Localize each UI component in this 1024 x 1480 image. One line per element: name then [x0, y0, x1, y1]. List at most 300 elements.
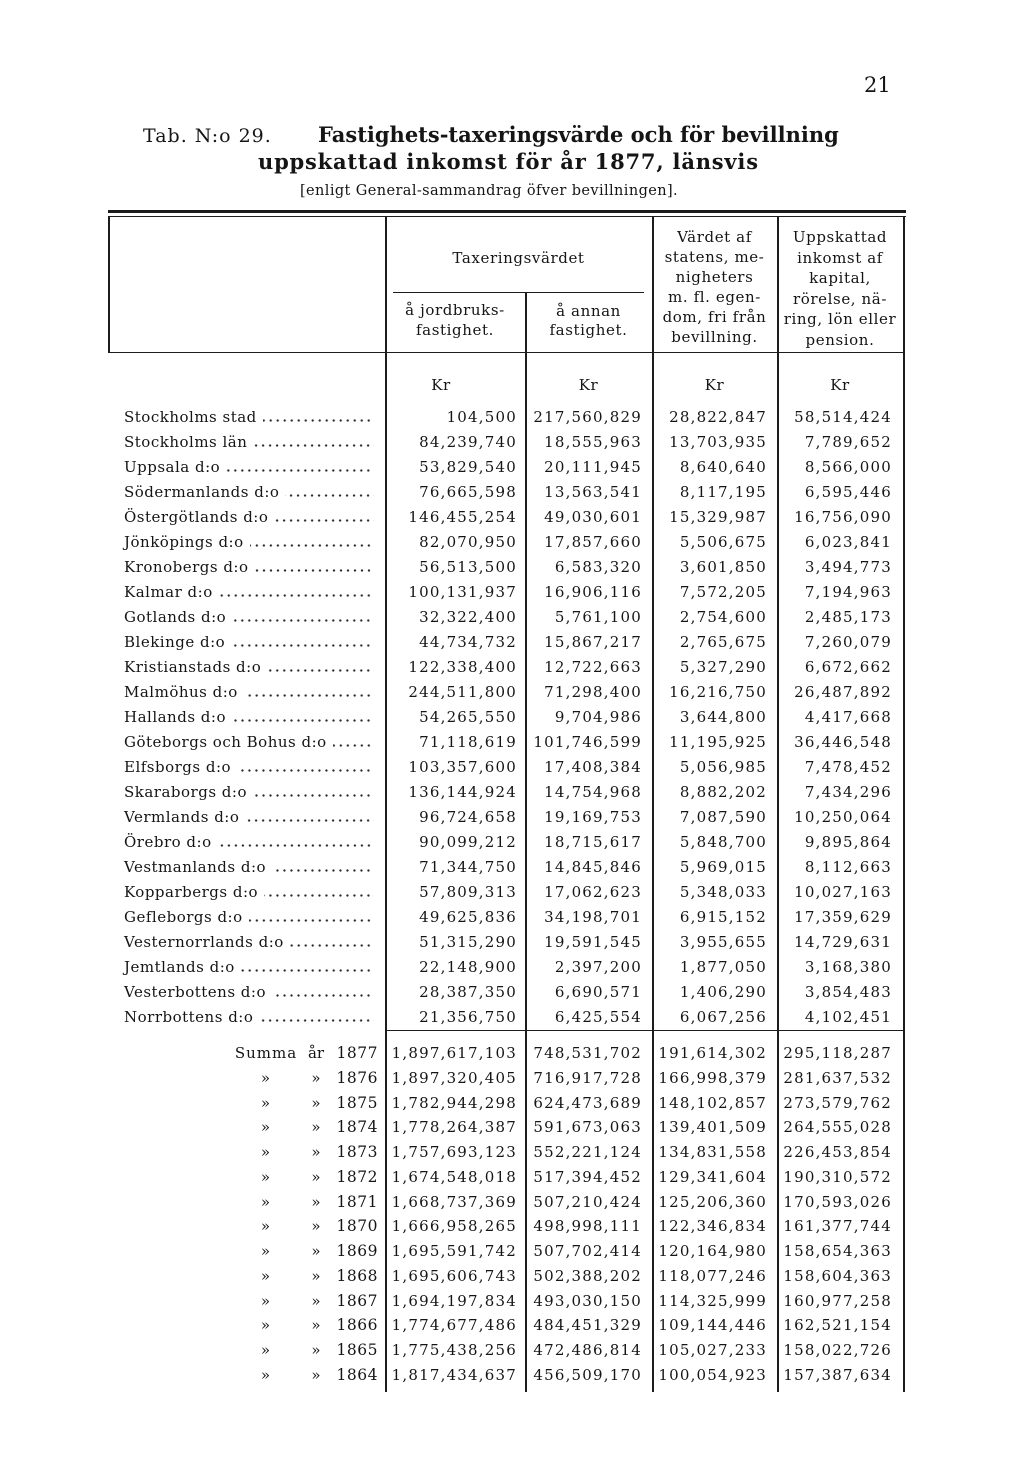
- value-uppskattad-inkomst: 4,102,451: [804, 1008, 892, 1026]
- county-name: Göteborgs och Bohus d:o: [124, 733, 327, 751]
- value-annan-fastighet: 17,857,660: [544, 533, 642, 551]
- value-annan-fastighet: 552,221,124: [533, 1143, 642, 1162]
- county-name: Vesternorrlands d:o: [124, 933, 284, 951]
- value-jordbruksfastighet: 44,734,732: [419, 633, 517, 651]
- value-jordbruksfastighet: 82,070,950: [419, 533, 517, 551]
- header-line: fastighet.: [549, 321, 628, 339]
- header-line: pension.: [805, 330, 875, 349]
- row-label-cell: [124, 405, 376, 430]
- value-annan-fastighet: 2,397,200: [554, 958, 642, 976]
- value-statens-egendom: 13,703,935: [669, 433, 767, 451]
- county-name: Stockholms stad: [124, 408, 257, 426]
- title-line-2: uppskattad inkomst för år 1877, länsvis: [258, 149, 759, 174]
- value-uppskattad-inkomst: 226,453,854: [783, 1143, 892, 1162]
- ditto-mark: »: [260, 1266, 272, 1285]
- value-annan-fastighet: 71,298,400: [544, 683, 642, 701]
- row-label-cell: [124, 880, 376, 905]
- table-row: [0, 655, 1024, 680]
- row-label-cell: [124, 1005, 376, 1030]
- ditto-mark: »: [311, 1192, 321, 1211]
- value-annan-fastighet: 493,030,150: [533, 1291, 642, 1310]
- row-label-cell: [124, 930, 376, 955]
- summary-year: 1867: [336, 1291, 378, 1310]
- value-jordbruksfastighet: 57,809,313: [419, 883, 517, 901]
- ditto-mark: »: [260, 1192, 272, 1211]
- county-name: Skaraborgs d:o: [124, 783, 247, 801]
- county-name: Örebro d:o: [124, 833, 212, 851]
- county-name: Kalmar d:o: [124, 583, 213, 601]
- summary-year: 1875: [336, 1093, 378, 1112]
- value-annan-fastighet: 49,030,601: [544, 508, 642, 526]
- header-jordbruksfastighet: [385, 300, 525, 340]
- summary-row: [0, 1264, 1024, 1289]
- value-statens-egendom: 118,077,246: [658, 1266, 767, 1285]
- dot-leader: [272, 994, 374, 997]
- value-jordbruksfastighet: 22,148,900: [419, 958, 517, 976]
- value-jordbruksfastighet: 103,357,600: [408, 758, 517, 776]
- value-statens-egendom: 1,406,290: [679, 983, 767, 1001]
- value-jordbruksfastighet: 1,695,591,742: [391, 1242, 517, 1261]
- ditto-mark: »: [260, 1093, 272, 1112]
- value-annan-fastighet: 13,563,541: [544, 483, 642, 501]
- row-label-cell: [124, 680, 376, 705]
- ditto-mark: »: [260, 1291, 272, 1310]
- dot-leader: [244, 694, 374, 697]
- county-name: Kopparbergs d:o: [124, 883, 259, 901]
- value-statens-egendom: 11,195,925: [669, 733, 767, 751]
- value-uppskattad-inkomst: 7,478,452: [804, 758, 892, 776]
- header-annan-fastighet: [525, 302, 652, 340]
- header-line: kapital,: [809, 269, 871, 288]
- value-uppskattad-inkomst: 264,555,028: [783, 1118, 892, 1137]
- value-uppskattad-inkomst: 14,729,631: [794, 933, 892, 951]
- summary-year: 1874: [336, 1118, 378, 1137]
- summary-year: 1872: [336, 1167, 378, 1186]
- value-annan-fastighet: 5,761,100: [554, 608, 642, 626]
- value-jordbruksfastighet: 96,724,658: [419, 808, 517, 826]
- dot-leader: [253, 444, 374, 447]
- value-statens-egendom: 3,601,850: [679, 558, 767, 576]
- value-jordbruksfastighet: 1,674,548,018: [391, 1167, 517, 1186]
- row-label-cell: [124, 655, 376, 680]
- dot-leader: [250, 544, 374, 547]
- dot-leader: [219, 594, 374, 597]
- double-rule-thin: [108, 216, 906, 217]
- value-annan-fastighet: 17,408,384: [544, 758, 642, 776]
- value-uppskattad-inkomst: 3,494,773: [804, 558, 892, 576]
- value-annan-fastighet: 17,062,623: [544, 883, 642, 901]
- value-jordbruksfastighet: 1,782,944,298: [391, 1093, 517, 1112]
- ditto-mark: »: [311, 1093, 321, 1112]
- value-statens-egendom: 6,067,256: [679, 1008, 767, 1026]
- value-annan-fastighet: 20,111,945: [544, 458, 642, 476]
- value-uppskattad-inkomst: 6,595,446: [804, 483, 892, 501]
- summary-year: 1865: [336, 1341, 378, 1360]
- value-statens-egendom: 125,206,360: [658, 1192, 767, 1211]
- value-annan-fastighet: 498,998,111: [533, 1217, 642, 1236]
- page-number: 21: [864, 73, 891, 97]
- value-statens-egendom: 7,572,205: [679, 583, 767, 601]
- value-statens-egendom: 2,765,675: [679, 633, 767, 651]
- value-jordbruksfastighet: 71,118,619: [419, 733, 517, 751]
- subtitle: [enligt General-sammandrag öfver bevillningen].: [300, 183, 679, 199]
- value-annan-fastighet: 9,704,986: [554, 708, 642, 726]
- summary-year: 1873: [336, 1143, 378, 1162]
- county-name: Jönköpings d:o: [124, 533, 244, 551]
- dot-leader: [263, 419, 374, 422]
- table-row: [0, 580, 1024, 605]
- value-jordbruksfastighet: 56,513,500: [419, 558, 517, 576]
- value-jordbruksfastighet: 1,695,606,743: [391, 1266, 517, 1285]
- table-row: [0, 805, 1024, 830]
- table-row: [0, 555, 1024, 580]
- value-uppskattad-inkomst: 3,168,380: [804, 958, 892, 976]
- summary-year: 1869: [336, 1242, 378, 1261]
- value-annan-fastighet: 507,210,424: [533, 1192, 642, 1211]
- value-uppskattad-inkomst: 162,521,154: [783, 1316, 892, 1335]
- value-uppskattad-inkomst: 9,895,864: [804, 833, 892, 851]
- value-uppskattad-inkomst: 3,854,483: [804, 983, 892, 1001]
- ditto-mark: »: [311, 1143, 321, 1162]
- value-jordbruksfastighet: 76,665,598: [419, 483, 517, 501]
- value-uppskattad-inkomst: 58,514,424: [794, 408, 892, 426]
- unit-label: Kr: [704, 376, 725, 394]
- ditto-mark: »: [311, 1291, 321, 1310]
- ditto-mark: »: [311, 1316, 321, 1335]
- table-row: [0, 530, 1024, 555]
- value-uppskattad-inkomst: 7,260,079: [804, 633, 892, 651]
- county-name: Malmöhus d:o: [124, 683, 238, 701]
- value-annan-fastighet: 507,702,414: [533, 1242, 642, 1261]
- table-row: [0, 955, 1024, 980]
- value-jordbruksfastighet: 90,099,212: [419, 833, 517, 851]
- row-label-cell: [124, 555, 376, 580]
- value-uppskattad-inkomst: 36,446,548: [794, 733, 892, 751]
- ditto-mark: »: [311, 1068, 321, 1087]
- row-label-cell: [124, 530, 376, 555]
- value-uppskattad-inkomst: 16,756,090: [794, 508, 892, 526]
- value-annan-fastighet: 502,388,202: [533, 1266, 642, 1285]
- dot-leader: [237, 769, 374, 772]
- dot-leader: [245, 819, 374, 822]
- row-label-cell: [124, 480, 376, 505]
- dot-leader: [232, 619, 374, 622]
- value-annan-fastighet: 624,473,689: [533, 1093, 642, 1112]
- summary-row: [0, 1190, 1024, 1215]
- ditto-mark: »: [260, 1242, 272, 1261]
- row-label-cell: [124, 955, 376, 980]
- dot-leader: [249, 919, 374, 922]
- table-row: [0, 505, 1024, 530]
- value-statens-egendom: 5,506,675: [679, 533, 767, 551]
- header-taxeringsvardet: Taxeringsvärdet: [452, 249, 585, 267]
- row-label-cell: [124, 430, 376, 455]
- header-line: inkomst af: [797, 248, 883, 267]
- table-row: [0, 930, 1024, 955]
- county-name: Vestmanlands d:o: [124, 858, 267, 876]
- header-bottom-rule: [108, 352, 904, 353]
- value-statens-egendom: 6,915,152: [679, 908, 767, 926]
- summary-row: [0, 1363, 1024, 1388]
- table-row: [0, 830, 1024, 855]
- dot-leader: [241, 969, 374, 972]
- summary-row: [0, 1313, 1024, 1338]
- summary-year: 1871: [336, 1192, 378, 1211]
- table-row: [0, 905, 1024, 930]
- table-row: [0, 480, 1024, 505]
- header-line: å annan: [556, 302, 621, 320]
- value-uppskattad-inkomst: 7,789,652: [804, 433, 892, 451]
- summary-year: 1866: [336, 1316, 378, 1335]
- value-jordbruksfastighet: 1,666,958,265: [391, 1217, 517, 1236]
- value-uppskattad-inkomst: 10,250,064: [794, 808, 892, 826]
- summary-row: [0, 1115, 1024, 1140]
- value-uppskattad-inkomst: 273,579,762: [783, 1093, 892, 1112]
- value-uppskattad-inkomst: 8,112,663: [804, 858, 892, 876]
- unit-label: Kr: [830, 376, 850, 394]
- header-left-border: [108, 217, 110, 353]
- value-jordbruksfastighet: 1,817,434,637: [391, 1366, 517, 1384]
- dot-leader: [264, 894, 374, 897]
- ditto-mark: »: [260, 1366, 272, 1384]
- header-line: dom, fri från: [662, 308, 767, 326]
- group-header-rule: [393, 292, 644, 293]
- ditto-mark: »: [311, 1341, 321, 1360]
- county-name: Kronobergs d:o: [124, 558, 249, 576]
- header-line: Uppskattad: [792, 228, 888, 246]
- value-jordbruksfastighet: 1,694,197,834: [391, 1291, 517, 1310]
- value-uppskattad-inkomst: 10,027,163: [794, 883, 892, 901]
- summary-row: [0, 1066, 1024, 1091]
- header-line: ring, lön eller: [783, 310, 897, 329]
- table-row: [0, 730, 1024, 755]
- row-label-cell: [124, 855, 376, 880]
- dot-leader: [272, 869, 374, 872]
- header-line: bevillning.: [671, 328, 758, 346]
- value-statens-egendom: 3,955,655: [679, 933, 767, 951]
- unit-label: Kr: [578, 376, 599, 394]
- value-uppskattad-inkomst: 26,487,892: [794, 683, 892, 701]
- table-number: Tab. N:o 29.: [143, 125, 272, 147]
- value-annan-fastighet: 14,845,846: [544, 858, 642, 876]
- row-label-cell: [124, 730, 376, 755]
- value-statens-egendom: 16,216,750: [669, 683, 767, 701]
- dot-leader: [231, 644, 374, 647]
- summary-row: [0, 1214, 1024, 1239]
- summary-year: 1877: [336, 1044, 378, 1062]
- dot-leader: [333, 744, 374, 747]
- value-statens-egendom: 15,329,987: [669, 508, 767, 526]
- value-jordbruksfastighet: 1,757,693,123: [391, 1143, 517, 1162]
- value-uppskattad-inkomst: 160,977,258: [783, 1291, 892, 1310]
- value-annan-fastighet: 12,722,663: [544, 658, 642, 676]
- value-jordbruksfastighet: 51,315,290: [419, 933, 517, 951]
- value-statens-egendom: 7,087,590: [679, 808, 767, 826]
- row-label-cell: [124, 905, 376, 930]
- value-annan-fastighet: 16,906,116: [544, 583, 642, 601]
- double-rule-thick: [108, 210, 906, 213]
- value-uppskattad-inkomst: 295,118,287: [783, 1044, 892, 1062]
- dot-leader: [274, 519, 374, 522]
- value-annan-fastighet: 517,394,452: [533, 1167, 642, 1186]
- summary-year: 1876: [336, 1068, 378, 1087]
- value-jordbruksfastighet: 104,500: [446, 408, 517, 426]
- county-name: Vermlands d:o: [124, 808, 240, 826]
- summary-row: [0, 1140, 1024, 1165]
- ditto-mark: »: [311, 1118, 321, 1137]
- value-statens-egendom: 166,998,379: [658, 1068, 767, 1087]
- value-statens-egendom: 139,401,509: [658, 1118, 767, 1137]
- value-jordbruksfastighet: 28,387,350: [419, 983, 517, 1001]
- ditto-mark: »: [311, 1366, 321, 1384]
- ditto-mark: »: [311, 1242, 321, 1261]
- value-statens-egendom: 8,882,202: [679, 783, 767, 801]
- unit-label: Kr: [431, 376, 451, 394]
- dot-leader: [267, 669, 374, 672]
- value-statens-egendom: 28,822,847: [669, 408, 767, 426]
- value-jordbruksfastighet: 244,511,800: [408, 683, 517, 701]
- value-uppskattad-inkomst: 161,377,744: [783, 1217, 892, 1236]
- value-annan-fastighet: 472,486,814: [533, 1341, 642, 1360]
- dot-leader: [226, 469, 374, 472]
- header-line: m. fl. egen-: [668, 288, 761, 306]
- value-annan-fastighet: 6,583,320: [554, 558, 642, 576]
- table-row: [0, 455, 1024, 480]
- county-name: Jemtlands d:o: [124, 958, 235, 976]
- table-row: [0, 780, 1024, 805]
- value-jordbruksfastighet: 71,344,750: [419, 858, 517, 876]
- row-label-cell: [124, 505, 376, 530]
- county-name: Södermanlands d:o: [124, 483, 280, 501]
- value-jordbruksfastighet: 53,829,540: [419, 458, 517, 476]
- value-statens-egendom: 191,614,302: [658, 1044, 767, 1062]
- value-uppskattad-inkomst: 190,310,572: [783, 1167, 892, 1186]
- value-annan-fastighet: 18,715,617: [544, 833, 642, 851]
- value-annan-fastighet: 19,169,753: [544, 808, 642, 826]
- value-statens-egendom: 114,325,999: [658, 1291, 767, 1310]
- value-uppskattad-inkomst: 158,654,363: [783, 1242, 892, 1261]
- table-row: [0, 1005, 1024, 1030]
- title-line-1: Fastighets-taxeringsvärde och för bevillning: [318, 122, 839, 147]
- table-row: [0, 855, 1024, 880]
- value-jordbruksfastighet: 1,668,737,369: [391, 1192, 517, 1211]
- county-name: Uppsala d:o: [124, 458, 221, 476]
- table-row: [0, 880, 1024, 905]
- county-name: Hallands d:o: [124, 708, 226, 726]
- ditto-mark: »: [260, 1118, 272, 1137]
- value-annan-fastighet: 15,867,217: [544, 633, 642, 651]
- county-name: Elfsborgs d:o: [124, 758, 232, 776]
- ditto-mark: »: [260, 1316, 272, 1335]
- value-statens-egendom: 3,644,800: [679, 708, 767, 726]
- value-jordbruksfastighet: 54,265,550: [419, 708, 517, 726]
- value-uppskattad-inkomst: 2,485,173: [804, 608, 892, 626]
- value-jordbruksfastighet: 1,778,264,387: [391, 1118, 517, 1137]
- ditto-mark: »: [260, 1341, 272, 1360]
- value-annan-fastighet: 101,746,599: [533, 733, 642, 751]
- header-uppskattad-inkomst: [777, 227, 903, 351]
- value-statens-egendom: 2,754,600: [679, 608, 767, 626]
- ditto-mark: »: [260, 1143, 272, 1162]
- header-line: nigheters: [675, 268, 754, 286]
- header-line: å jordbruks-: [405, 301, 505, 319]
- summary-year: 1870: [336, 1217, 378, 1236]
- ditto-mark: »: [260, 1068, 272, 1087]
- summary-row: [0, 1091, 1024, 1116]
- value-uppskattad-inkomst: 17,359,629: [794, 908, 892, 926]
- dot-leader: [259, 1019, 374, 1022]
- value-statens-egendom: 5,327,290: [679, 658, 767, 676]
- county-name: Östergötlands d:o: [124, 508, 269, 526]
- row-label-cell: [124, 580, 376, 605]
- summa-label: Summa: [234, 1044, 298, 1062]
- value-statens-egendom: 8,117,195: [679, 483, 767, 501]
- summary-row: [0, 1239, 1024, 1264]
- row-label-cell: [124, 605, 376, 630]
- value-annan-fastighet: 18,555,963: [544, 433, 642, 451]
- value-uppskattad-inkomst: 8,566,000: [804, 458, 892, 476]
- value-uppskattad-inkomst: 170,593,026: [783, 1192, 892, 1211]
- header-line: fastighet.: [416, 321, 494, 339]
- county-name: Blekinge d:o: [124, 633, 226, 651]
- value-statens-egendom: 8,640,640: [679, 458, 767, 476]
- value-annan-fastighet: 14,754,968: [544, 783, 642, 801]
- dot-leader: [253, 794, 374, 797]
- value-uppskattad-inkomst: 7,434,296: [804, 783, 892, 801]
- value-jordbruksfastighet: 122,338,400: [408, 658, 517, 676]
- summary-row: [0, 1289, 1024, 1314]
- value-annan-fastighet: 217,560,829: [533, 408, 642, 426]
- summary-row: [0, 1165, 1024, 1190]
- ditto-mark: »: [311, 1217, 321, 1236]
- value-jordbruksfastighet: 1,897,320,405: [391, 1068, 517, 1087]
- dot-leader: [290, 944, 374, 947]
- table-row: [0, 705, 1024, 730]
- value-annan-fastighet: 456,509,170: [533, 1366, 642, 1384]
- summary-row: [0, 1338, 1024, 1363]
- value-uppskattad-inkomst: 7,194,963: [804, 583, 892, 601]
- value-jordbruksfastighet: 136,144,924: [408, 783, 517, 801]
- value-uppskattad-inkomst: 6,672,662: [804, 658, 892, 676]
- value-jordbruksfastighet: 1,897,617,103: [391, 1044, 517, 1062]
- value-annan-fastighet: 591,673,063: [533, 1118, 642, 1137]
- value-jordbruksfastighet: 84,239,740: [419, 433, 517, 451]
- value-uppskattad-inkomst: 158,022,726: [783, 1341, 892, 1360]
- summary-year: 1868: [336, 1266, 378, 1285]
- year-prefix: år: [307, 1044, 325, 1062]
- value-annan-fastighet: 748,531,702: [533, 1044, 642, 1062]
- row-label-cell: [124, 630, 376, 655]
- row-label-cell: [124, 980, 376, 1005]
- value-uppskattad-inkomst: 157,387,634: [783, 1366, 892, 1384]
- value-jordbruksfastighet: 100,131,937: [408, 583, 517, 601]
- value-annan-fastighet: 716,917,728: [533, 1068, 642, 1087]
- totals-rule: [385, 1030, 904, 1031]
- row-label-cell: [124, 805, 376, 830]
- value-uppskattad-inkomst: 281,637,532: [783, 1068, 892, 1087]
- row-label-cell: [124, 455, 376, 480]
- value-jordbruksfastighet: 49,625,836: [419, 908, 517, 926]
- value-statens-egendom: 122,346,834: [658, 1217, 767, 1236]
- value-statens-egendom: 109,144,446: [658, 1316, 767, 1335]
- value-uppskattad-inkomst: 6,023,841: [804, 533, 892, 551]
- value-jordbruksfastighet: 146,455,254: [408, 508, 517, 526]
- dot-leader: [285, 494, 374, 497]
- dot-leader: [255, 569, 374, 572]
- header-line: Värdet af: [677, 228, 752, 246]
- header-line: statens, me-: [664, 248, 765, 266]
- value-statens-egendom: 5,848,700: [679, 833, 767, 851]
